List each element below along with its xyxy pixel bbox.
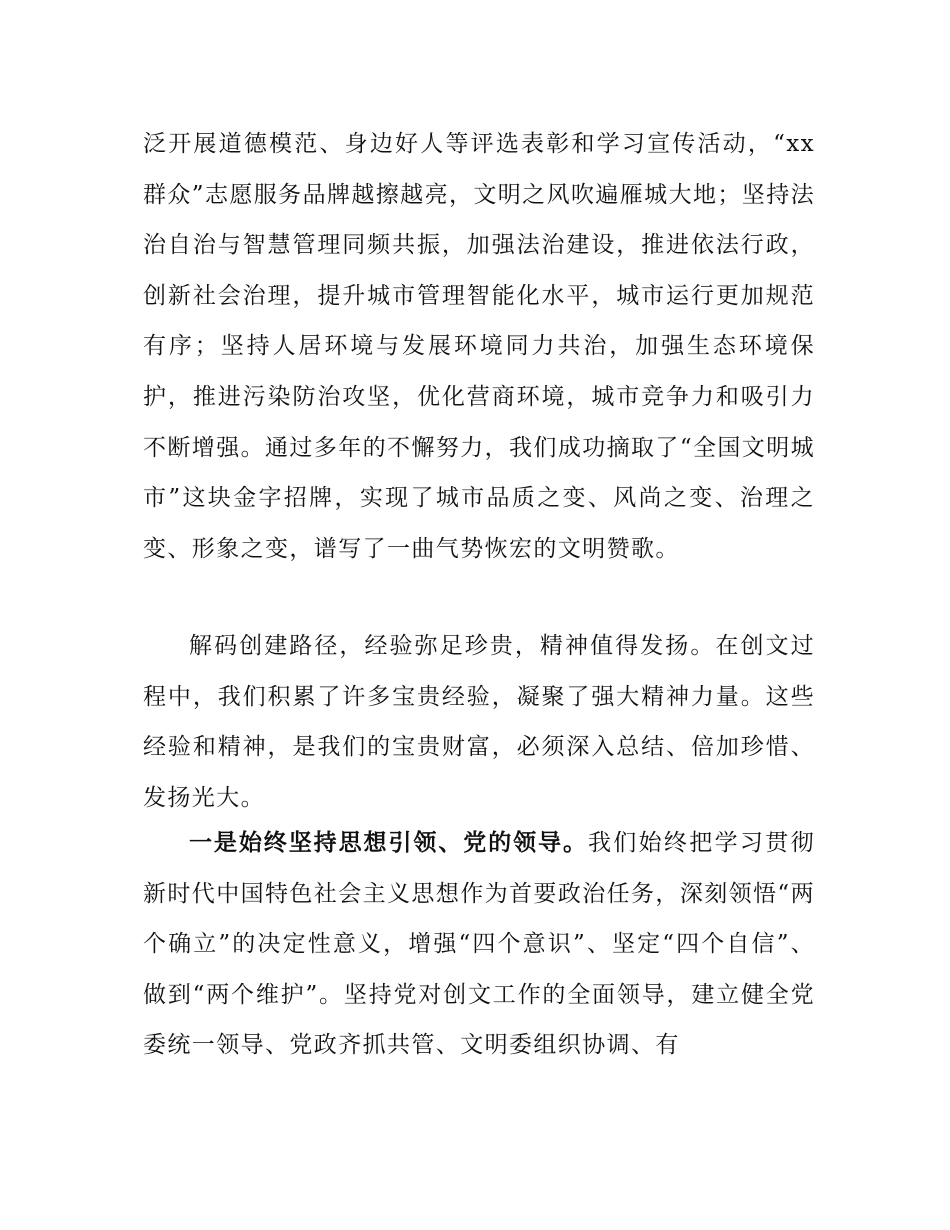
first-point-body: 我们始终把学习贯彻新时代中国特色社会主义思想作为首要政治任务，深刻领悟“两个确立”的决定性意义，增强“四个意识”、坚定“四个自信”、做到“两个维护”。坚持党对创文工作的全面领导，建立健全党委统一领导、党政齐抓共管、文明委组织协调、有: [143, 830, 816, 1059]
first-point-heading: 一是始终坚持思想引领、党的领导。: [189, 830, 588, 856]
paragraph-first-point: [143, 818, 815, 1071]
paragraph-continuation: 泛开展道德模范、身边好人等评选表彰和学习宣传活动，“xx群众”志愿服务品牌越擦越亮，文明之风吹遍雁城大地；坚持法治自治与智慧管理同频共振，加强法治建设，推进依法行政，创新社会治理，提升城市管理智能化水平，城市运行更加规范有序；坚持人居环境与发展环境同力共治，加强生态环境保护，推进污染防治攻坚，优化营商环境，城市竞争力和吸引力不断增强。通过多年的不懈努力，我们成功摘取了“全国文明城市”这块金字招牌，实现了城市品质之变、风尚之变、治理之变、形象之变，谱写了一曲气势恢宏的文明赞歌。: [143, 131, 815, 562]
paragraph-creation-path: 解码创建路径，经验弥足珍贵，精神值得发扬。在创文过程中，我们积累了许多宝贵经验，凝聚了强大精神力量。这些经验和精神，是我们的宝贵财富，必须深入总结、倍加珍惜、发扬光大。: [143, 633, 815, 811]
